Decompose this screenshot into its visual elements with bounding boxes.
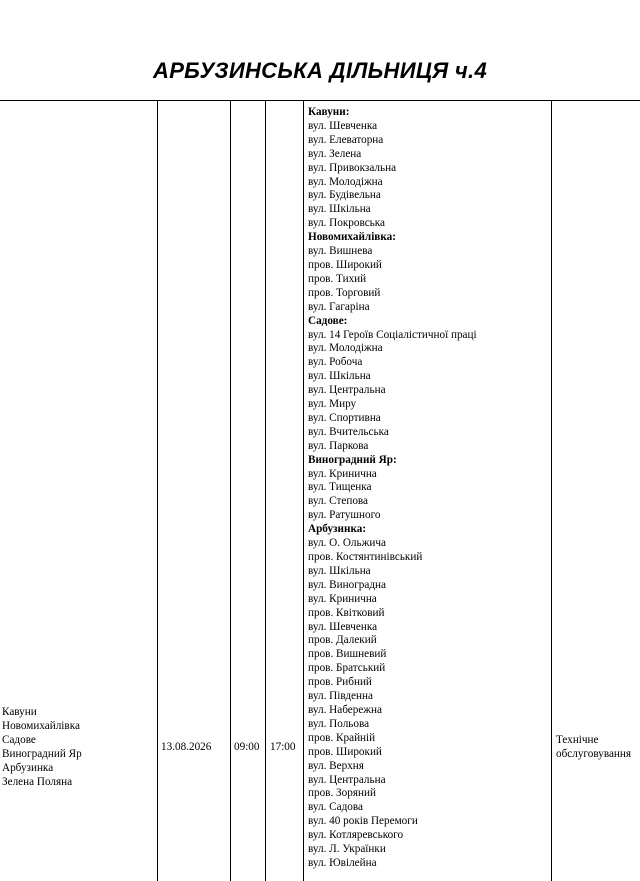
street-item: вул. Покровська	[308, 217, 385, 230]
street-item: вул. Спортивна	[308, 411, 381, 424]
street-item: вул. Шкільна	[308, 370, 371, 383]
street-item: вул. О. Ольжича	[308, 537, 386, 550]
settlement-name: Виноградний Яр	[2, 747, 82, 760]
street-item: вул. Гагаріна	[308, 300, 370, 313]
street-item: вул. Центральна	[308, 384, 386, 397]
street-item: пров. Крайній	[308, 731, 376, 744]
start-time-cell: 09:00	[234, 741, 260, 753]
column-divider	[157, 101, 158, 881]
settlement-heading: Виноградний Яр:	[308, 453, 397, 466]
street-item: вул. Ратушного	[308, 509, 381, 522]
date-cell: 13.08.2026	[161, 741, 212, 753]
street-item: вул. Кринична	[308, 467, 377, 480]
street-item: пров. Тихий	[308, 272, 367, 285]
street-item: вул. Елеваторна	[308, 133, 384, 146]
streets-cell	[308, 106, 548, 871]
street-item: вул. Вишнева	[308, 245, 373, 258]
street-item: вул. Садова	[308, 801, 363, 814]
street-item: пров. Костянтинівський	[308, 551, 423, 563]
street-item: вул. Паркова	[308, 439, 369, 452]
street-item: вул. 14 Героїв Соціалістичної праці	[308, 328, 477, 341]
street-item: вул. Л. Українки	[308, 843, 386, 856]
street-item: пров. Далекий	[308, 634, 377, 647]
settlement-name: Новомихайлівка	[2, 719, 80, 732]
street-item: вул. Центральна	[308, 773, 386, 786]
street-item: вул. Будівельна	[308, 189, 381, 202]
street-item: вул. Шкільна	[308, 203, 371, 216]
settlement-heading: Кавуни:	[308, 106, 350, 118]
outage-table	[0, 100, 640, 881]
settlements-cell	[2, 706, 152, 789]
street-item: вул. Вчительська	[308, 425, 389, 438]
street-item: вул. Молодіжна	[308, 175, 383, 188]
street-item: пров. Рибний	[308, 676, 372, 689]
street-item: пров. Широкий	[308, 258, 382, 271]
street-item: вул. 40 років Перемоги	[308, 815, 418, 828]
settlement-name: Зелена Поляна	[2, 775, 73, 788]
column-divider	[230, 101, 231, 881]
settlement-name: Арбузинка	[2, 761, 54, 774]
street-item: пров. Зоряний	[308, 787, 376, 800]
street-item: вул. Виноградна	[308, 578, 387, 591]
street-item: вул. Набережна	[308, 703, 382, 716]
work-type-line: обслуговування	[556, 747, 632, 760]
work-type-line: Технічне	[556, 734, 599, 746]
settlement-heading: Новомихайлівка:	[308, 231, 396, 244]
street-item: вул. Котляревського	[308, 829, 404, 842]
street-item: вул. Миру	[308, 398, 357, 411]
street-item: вул. Шевченка	[308, 620, 378, 633]
street-item: пров. Широкий	[308, 745, 382, 758]
column-divider	[303, 101, 304, 881]
page-title: АРБУЗИНСЬКА ДІЛЬНИЦЯ ч.4	[153, 58, 487, 83]
street-item: пров. Торговий	[308, 286, 381, 299]
street-item: пров. Квітковий	[308, 606, 385, 619]
street-item: пров. Братський	[308, 662, 386, 675]
settlement-name: Садове	[2, 733, 36, 746]
street-item: вул. Робоча	[308, 356, 363, 369]
settlement-heading: Арбузинка:	[308, 523, 367, 536]
work-type-cell	[556, 734, 640, 762]
street-item: вул. Молодіжна	[308, 342, 383, 355]
street-item: вул. Шевченка	[308, 119, 378, 132]
street-item: вул. Зелена	[308, 147, 362, 160]
street-item: вул. Привокзальна	[308, 161, 397, 174]
street-item: вул. Шкільна	[308, 564, 371, 577]
settlement-heading: Садове:	[308, 314, 348, 327]
street-item: вул. Тищенка	[308, 481, 372, 494]
column-divider	[265, 101, 266, 881]
end-time-cell: 17:00	[270, 741, 296, 753]
settlement-name: Кавуни	[2, 706, 37, 718]
street-item: вул. Південна	[308, 690, 373, 703]
street-item: вул. Кринична	[308, 592, 377, 605]
street-item: вул. Верхня	[308, 759, 364, 772]
street-item: вул. Степова	[308, 495, 369, 508]
street-item: вул. Ювілейна	[308, 856, 377, 869]
street-item: вул. Польова	[308, 717, 370, 730]
street-item: пров. Вишневий	[308, 648, 387, 661]
column-divider	[551, 101, 552, 881]
